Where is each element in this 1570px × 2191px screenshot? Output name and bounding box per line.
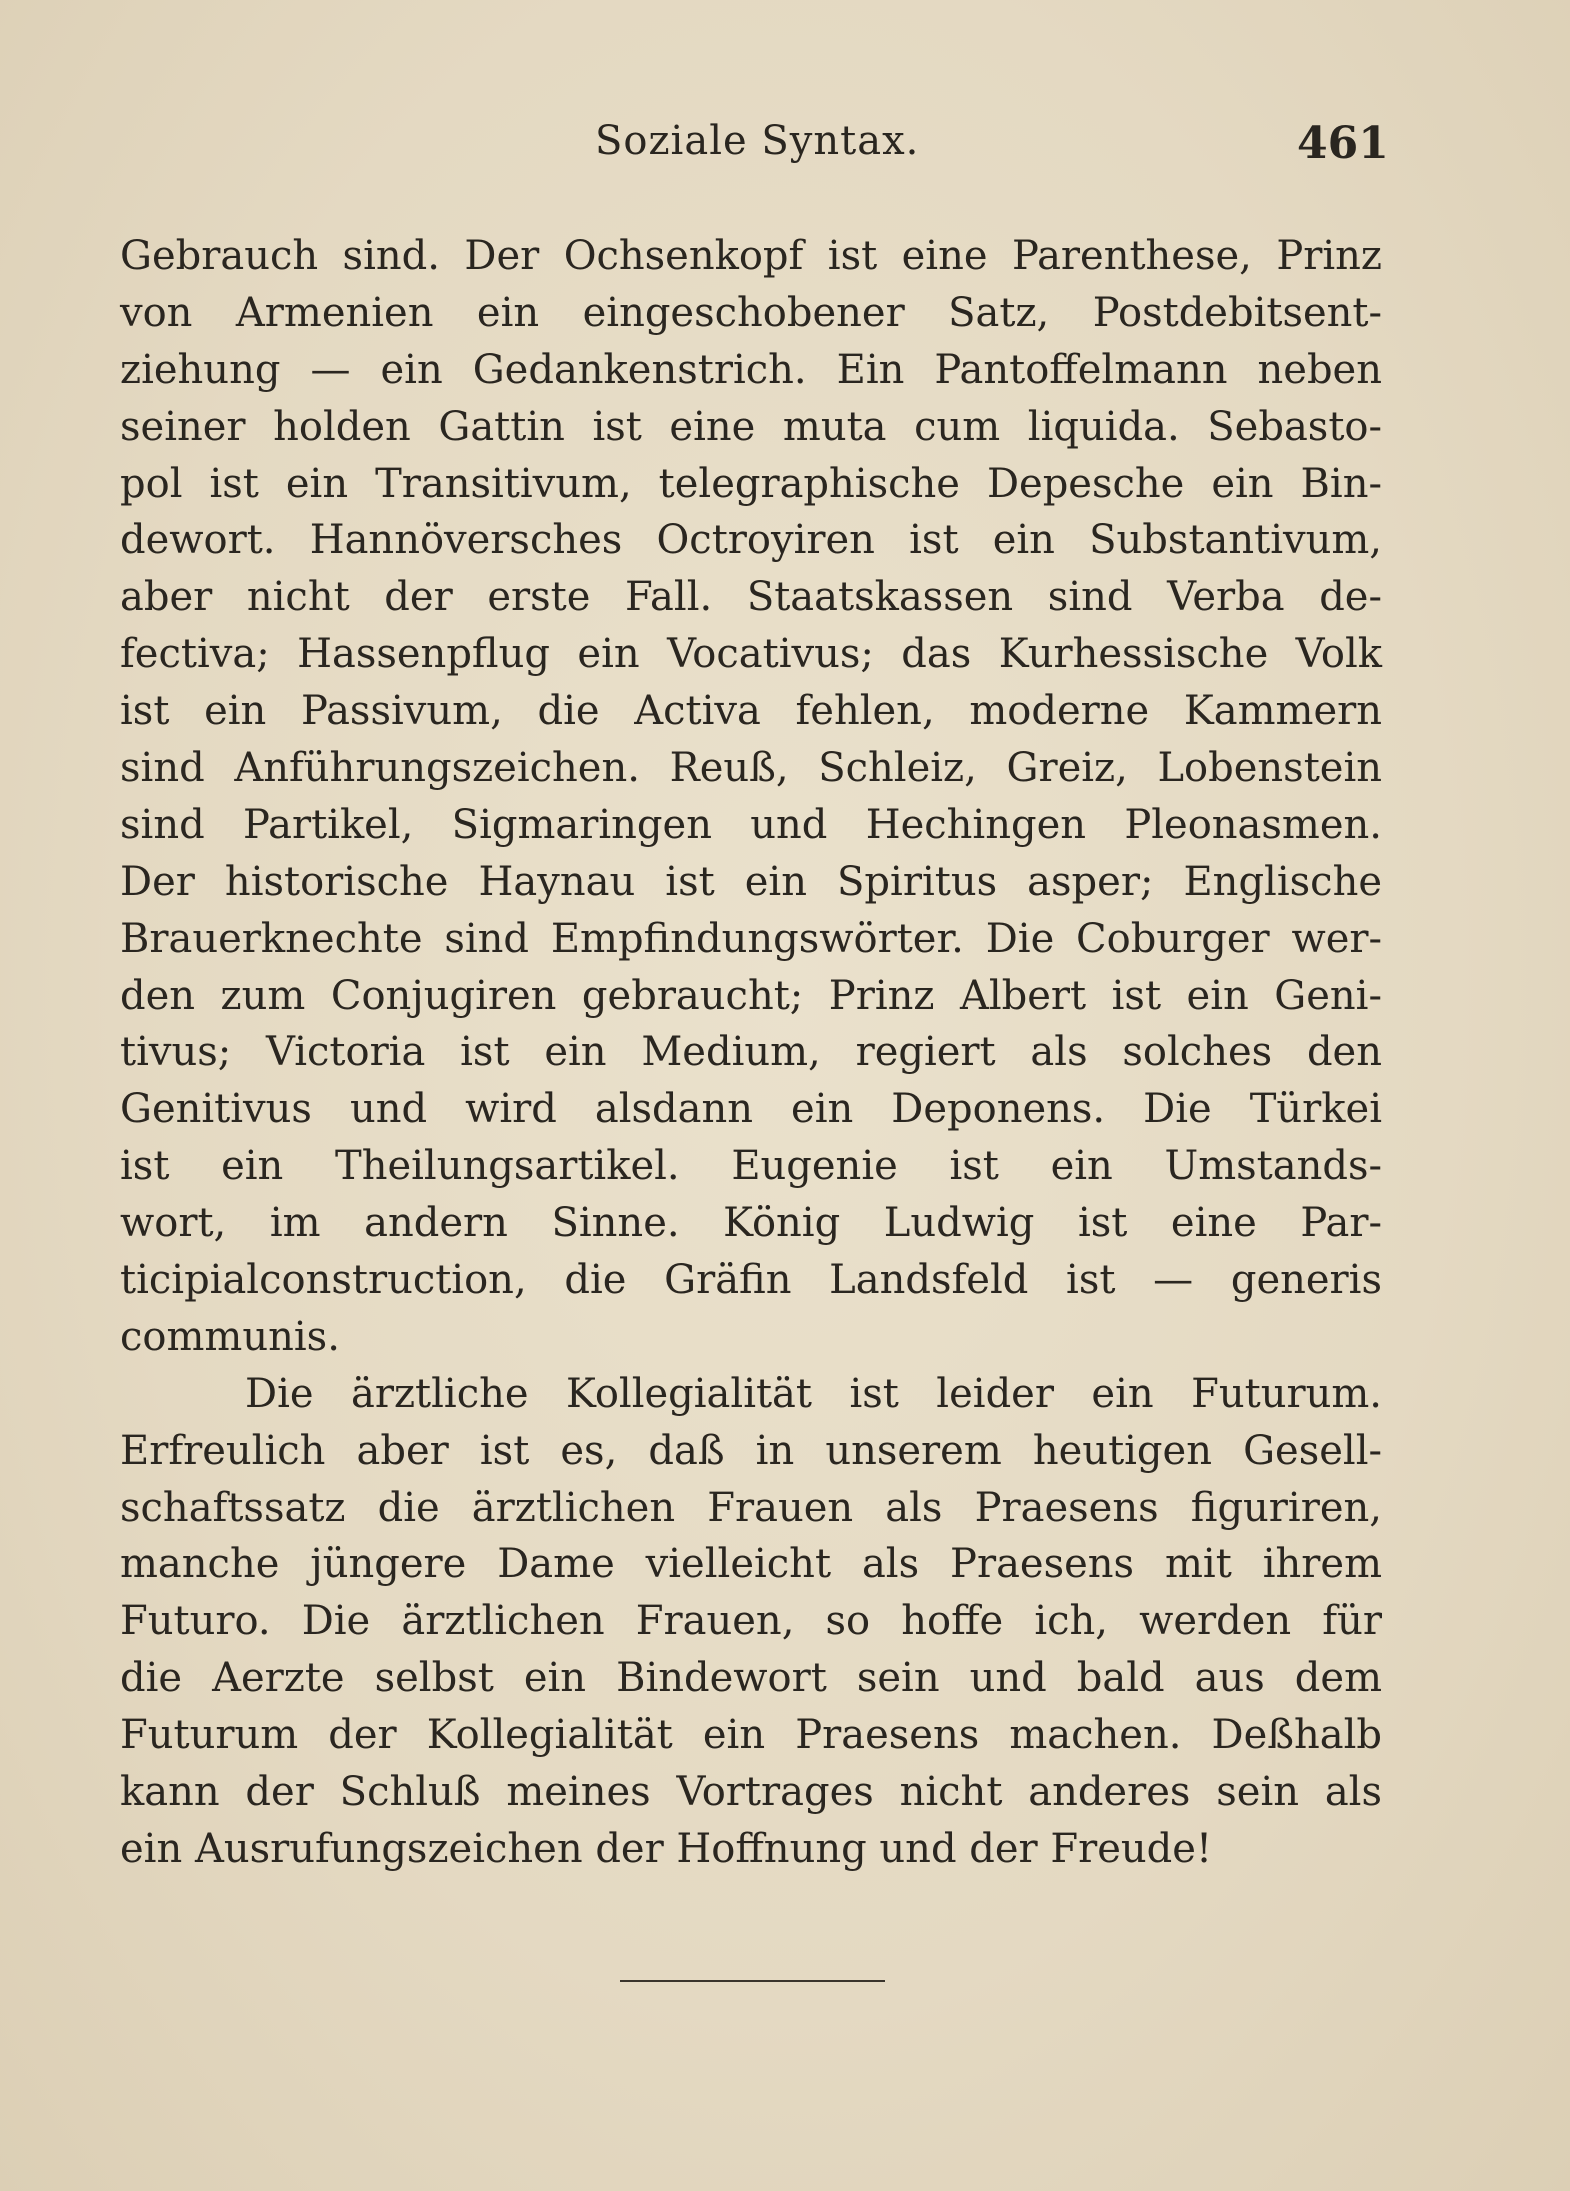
text-line: Futurum der Kollegialität ein Praesens machen. Deßhalb (120, 1712, 1382, 1759)
body-text (120, 228, 1382, 1878)
text-line: tivus; Victoria ist ein Medium, regiert als solches den (120, 1029, 1382, 1076)
text-line: die Aerzte selbst ein Bindewort sein und bald aus dem (120, 1655, 1382, 1702)
text-line: ticipialconstruction, die Gräfin Landsfeld ist — generis (120, 1257, 1382, 1304)
text-line: von Armenien ein eingeschobener Satz, Postdebitsent- (120, 289, 1382, 336)
paragraph-end-line: ein Ausrufungszeichen der Hoffnung und der Freude! (120, 1825, 1213, 1872)
text-line: kann der Schluß meines Vortrages nicht anderes sein als (120, 1769, 1382, 1816)
text-line: pol ist ein Transitivum, telegraphische Depesche ein Bin- (120, 460, 1382, 507)
text-line: Erfreulich aber ist es, daß in unserem heutigen Gesell- (120, 1427, 1382, 1474)
text-line: ziehung — ein Gedankenstrich. Ein Pantoffelmann neben (120, 346, 1382, 393)
text-line: Futuro. Die ärztlichen Frauen, so hoffe ich, werden für (120, 1598, 1382, 1645)
text-line: aber nicht der erste Fall. Staatskassen sind Verba de- (120, 574, 1382, 621)
text-line: seiner holden Gattin ist eine muta cum liquida. Sebasto- (120, 403, 1382, 450)
text-line: ist ein Theilungsartikel. Eugenie ist ein Umstands- (120, 1143, 1382, 1190)
text-line: sind Partikel, Sigmaringen und Hechingen Pleonasmen. (120, 801, 1382, 848)
text-line: manche jüngere Dame vielleicht als Praesens mit ihrem (120, 1541, 1382, 1588)
text-line: fectiva; Hassenpflug ein Vocativus; das Kurhessische Volk (120, 631, 1382, 678)
text-line: schaftssatz die ärztlichen Frauen als Praesens figuriren, (120, 1484, 1382, 1531)
text-line: wort, im andern Sinne. König Ludwig ist eine Par- (120, 1200, 1382, 1247)
text-line: Der historische Haynau ist ein Spiritus asper; Englische (120, 858, 1382, 905)
paragraph-start-line: Die ärztliche Kollegialität ist leider ein Futurum. (245, 1370, 1382, 1417)
text-line: sind Anführungszeichen. Reuß, Schleiz, Greiz, Lobenstein (120, 745, 1382, 792)
page-number: 461 (1297, 118, 1389, 169)
text-line: dewort. Hannöversches Octroyiren ist ein Substantivum, (120, 517, 1382, 564)
paragraph-end-line: communis. (120, 1313, 340, 1360)
end-rule (620, 1980, 885, 1982)
running-head (0, 118, 1570, 178)
text-line: Gebrauch sind. Der Ochsenkopf ist eine Parenthese, Prinz (120, 233, 1382, 279)
running-title: Soziale Syntax. (595, 118, 920, 164)
text-line: ist ein Passivum, die Activa fehlen, moderne Kammern (120, 688, 1382, 735)
text-line: Brauerknechte sind Empfindungswörter. Die Coburger wer- (120, 915, 1382, 962)
text-line: den zum Conjugiren gebraucht; Prinz Albert ist ein Geni- (120, 972, 1382, 1019)
text-line: Genitivus und wird alsdann ein Deponens. Die Türkei (120, 1086, 1382, 1133)
